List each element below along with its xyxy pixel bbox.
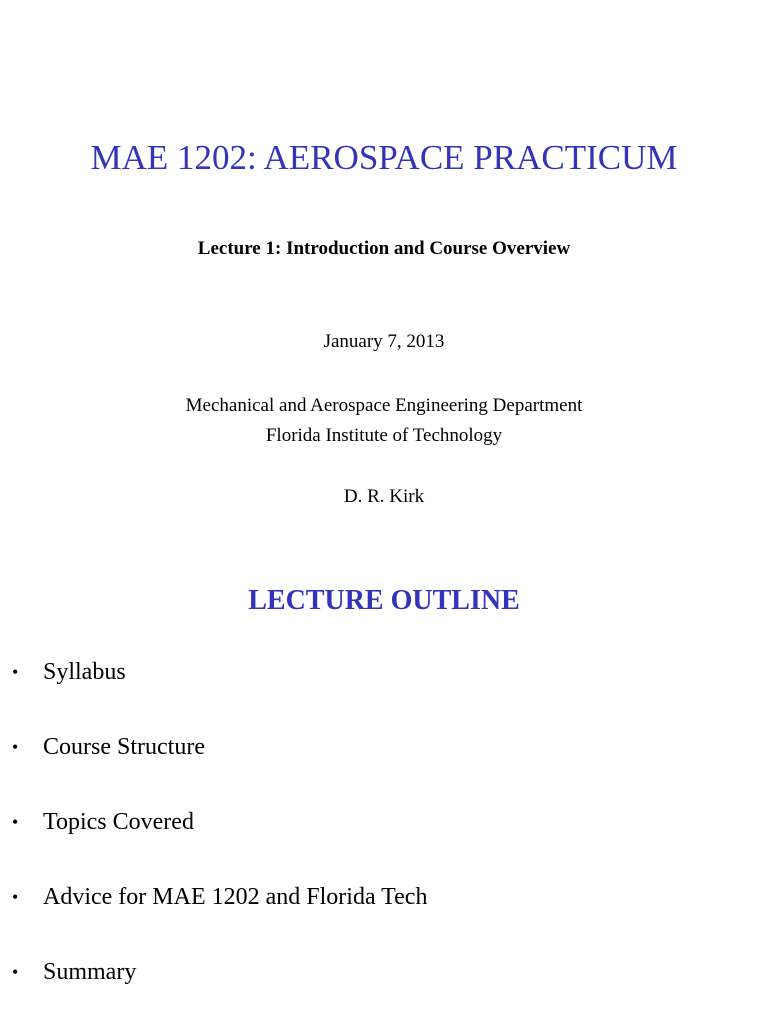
outline-item-advice [0,877,768,952]
bullet-icon: • [12,662,19,682]
outline-item-label: Course Structure [43,734,205,760]
outline-item-label: Summary [43,959,137,985]
outline-item-label: Advice for MAE 1202 and Florida Tech [43,884,428,910]
department-name: Mechanical and Aerospace Engineering Department [185,395,583,416]
bullet-icon: • [12,737,19,757]
institution-name: Florida Institute of Technology [265,425,503,446]
lecture-date: January 7, 2013 [323,331,445,352]
author-name: D. R. Kirk [343,486,425,507]
slide-title: MAE 1202: AEROSPACE PRACTICUM [90,138,678,177]
department-block [0,391,768,451]
bullet-icon: • [12,887,19,907]
bullet-icon: • [12,812,19,832]
outline-item-syllabus [0,652,768,727]
outline-item-label: Topics Covered [43,809,194,835]
outline-heading: LECTURE OUTLINE [248,585,520,616]
bullet-icon: • [12,962,19,982]
outline-item-topics-covered [0,802,768,877]
outline-item-label: Syllabus [43,659,126,685]
lecture-subtitle: Lecture 1: Introduction and Course Overview [197,238,571,259]
outline-list [0,652,768,1027]
outline-item-summary [0,952,768,1027]
outline-item-course-structure [0,727,768,802]
